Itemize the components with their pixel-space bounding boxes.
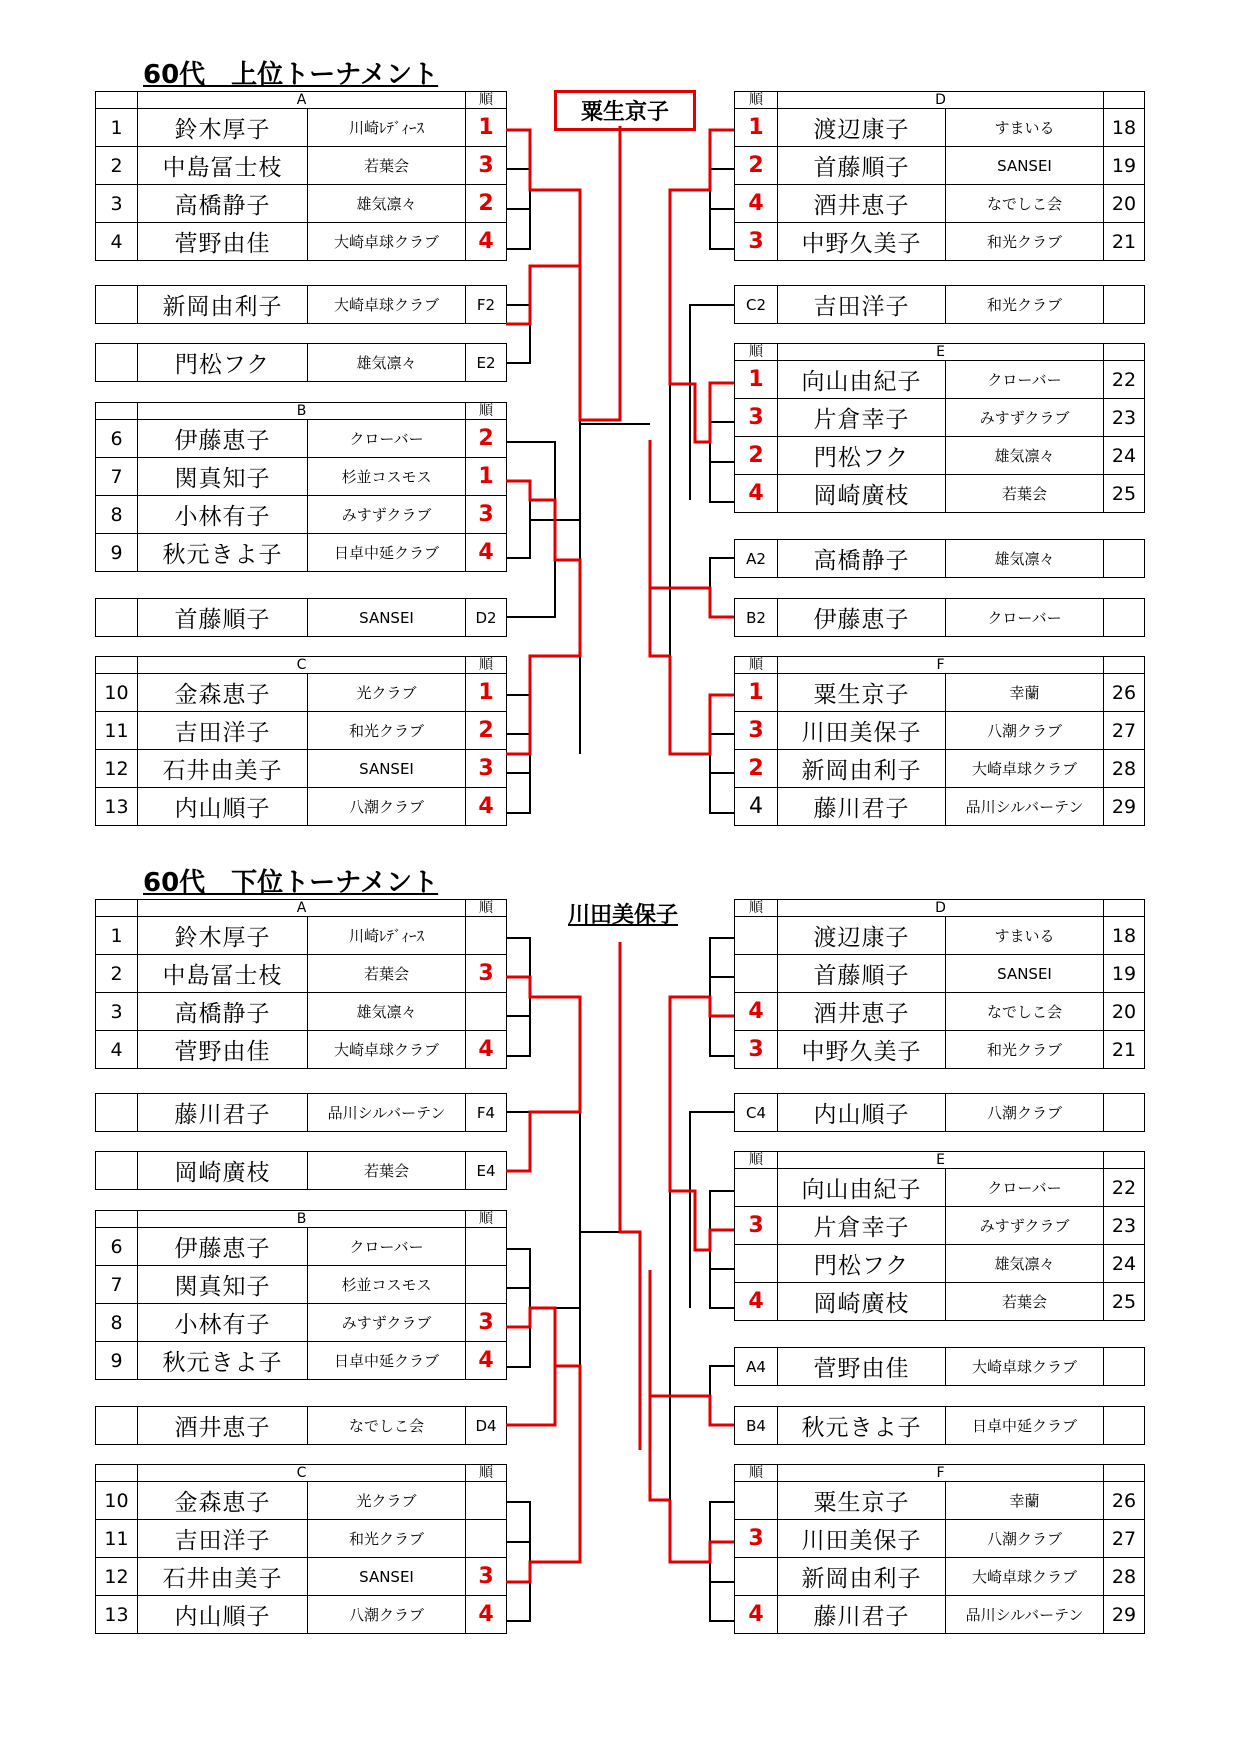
player-no: 8: [96, 496, 138, 534]
seed-code: F2: [466, 286, 507, 324]
player-club: 杉並コスモス: [308, 1266, 466, 1304]
rank-header: 順: [735, 92, 778, 109]
group-label: F: [778, 1465, 1104, 1482]
player-rank: 3: [466, 147, 507, 185]
player-club: 大崎卓球クラブ: [946, 1558, 1104, 1596]
player-name: 吉田洋子: [138, 712, 308, 750]
player-name: 関真知子: [138, 1266, 308, 1304]
player-club: 雄気凛々: [946, 437, 1104, 475]
group-label: E: [778, 1152, 1104, 1169]
player-rank: 4: [735, 475, 778, 513]
player-name: 伊藤恵子: [778, 599, 946, 637]
player-name: 中島冨士枝: [138, 147, 308, 185]
player-club: 日卓中延クラブ: [946, 1407, 1104, 1445]
lower-left-bracket: [506, 938, 620, 1621]
player-no: 3: [96, 993, 138, 1031]
player-no: 29: [1104, 1596, 1145, 1634]
upper-left-red: [506, 126, 620, 754]
player-club: 品川シルバーテン: [308, 1094, 466, 1132]
player-name: 中島冨士枝: [138, 955, 308, 993]
player-club: 和光クラブ: [946, 223, 1104, 261]
player-no: 25: [1104, 475, 1145, 513]
player-no: 10: [96, 674, 138, 712]
player-name: 関真知子: [138, 458, 308, 496]
player-club: 川崎ﾚﾃﾞｨｰｽ: [308, 109, 466, 147]
rank-header: 順: [466, 92, 507, 109]
player-club: SANSEI: [946, 147, 1104, 185]
player-club: クローバー: [946, 361, 1104, 399]
lower-champion: 川田美保子: [567, 903, 678, 928]
player-name: 内山順子: [138, 788, 308, 826]
player-rank: 4: [735, 1596, 778, 1634]
player-name: 川田美保子: [778, 1520, 946, 1558]
rank-header: 順: [466, 657, 507, 674]
group-label: C: [138, 1465, 466, 1482]
player-club: 若葉会: [308, 1152, 466, 1190]
player-no: 18: [1104, 109, 1145, 147]
player-no: 6: [96, 420, 138, 458]
group-label: D: [778, 92, 1104, 109]
player-rank: 3: [735, 712, 778, 750]
player-name: 岡崎廣枝: [778, 1283, 946, 1321]
upper-right-bracket: [620, 130, 734, 813]
player-no: 29: [1104, 788, 1145, 826]
player-no: 4: [96, 223, 138, 261]
player-club: 日卓中延クラブ: [308, 534, 466, 572]
rank-header: 順: [466, 403, 507, 420]
player-no: 6: [96, 1228, 138, 1266]
player-no: 27: [1104, 712, 1145, 750]
lower-right-bracket: [670, 938, 734, 1621]
player-club: みすずクラブ: [946, 1207, 1104, 1245]
player-club: 光クラブ: [308, 674, 466, 712]
player-name: 鈴木厚子: [138, 917, 308, 955]
player-name: 門松フク: [778, 1245, 946, 1283]
player-club: 大崎卓球クラブ: [308, 286, 466, 324]
player-name: 伊藤恵子: [138, 420, 308, 458]
rank-header: 順: [735, 1465, 778, 1482]
player-rank: 1: [466, 109, 507, 147]
player-name: 粟生京子: [778, 1482, 946, 1520]
player-no: 19: [1104, 147, 1145, 185]
player-name: 門松フク: [778, 437, 946, 475]
player-name: 秋元きよ子: [138, 534, 308, 572]
player-club: 雄気凛々: [308, 993, 466, 1031]
player-no: 8: [96, 1304, 138, 1342]
player-no: 11: [96, 712, 138, 750]
seed-code: B4: [735, 1407, 778, 1445]
player-name: 岡崎廣枝: [138, 1152, 308, 1190]
upper-right-red: [620, 126, 734, 754]
player-rank: 4: [466, 1031, 507, 1069]
rank-header: 順: [735, 344, 778, 361]
player-club: 光クラブ: [308, 1482, 466, 1520]
player-name: 石井由美子: [138, 750, 308, 788]
player-name: 中野久美子: [778, 1031, 946, 1069]
player-no: 2: [96, 147, 138, 185]
seed-code: D4: [466, 1407, 507, 1445]
player-name: 首藤順子: [138, 599, 308, 637]
player-rank: 3: [466, 1558, 507, 1596]
player-club: 和光クラブ: [308, 712, 466, 750]
player-name: 内山順子: [778, 1094, 946, 1132]
player-no: 28: [1104, 750, 1145, 788]
player-no: 24: [1104, 437, 1145, 475]
player-name: 伊藤恵子: [138, 1228, 308, 1266]
group-label: B: [138, 1211, 466, 1228]
player-name: 片倉幸子: [778, 399, 946, 437]
player-no: 20: [1104, 185, 1145, 223]
player-club: SANSEI: [308, 599, 466, 637]
player-club: なでしこ会: [946, 185, 1104, 223]
player-club: 雄気凛々: [946, 540, 1104, 578]
group-label: E: [778, 344, 1104, 361]
upper-title: 60代 上位トーナメント: [143, 60, 439, 90]
player-club: 日卓中延クラブ: [308, 1342, 466, 1380]
player-club: 品川シルバーテン: [946, 1596, 1104, 1634]
player-club: 雄気凛々: [946, 1245, 1104, 1283]
rank-header: 順: [735, 1152, 778, 1169]
player-club: 大崎卓球クラブ: [946, 1348, 1104, 1386]
player-rank: 3: [735, 399, 778, 437]
player-name: 藤川君子: [778, 1596, 946, 1634]
player-rank: 4: [466, 1596, 507, 1634]
seed-code: D2: [466, 599, 507, 637]
lower-right-red: [650, 997, 734, 1562]
player-name: 鈴木厚子: [138, 109, 308, 147]
player-name: 吉田洋子: [138, 1520, 308, 1558]
player-name: 新岡由利子: [778, 1558, 946, 1596]
player-rank: 1: [735, 109, 778, 147]
group-label: A: [138, 900, 466, 917]
player-name: 首藤順子: [778, 955, 946, 993]
player-no: 22: [1104, 361, 1145, 399]
player-rank: 3: [466, 750, 507, 788]
player-name: 新岡由利子: [778, 750, 946, 788]
player-club: なでしこ会: [946, 993, 1104, 1031]
player-no: 23: [1104, 399, 1145, 437]
group-label: D: [778, 900, 1104, 917]
player-name: 秋元きよ子: [138, 1342, 308, 1380]
player-rank: 3: [735, 1207, 778, 1245]
player-club: みすずクラブ: [946, 399, 1104, 437]
player-no: 1: [96, 917, 138, 955]
player-rank: 2: [735, 750, 778, 788]
player-club: 品川シルバーテン: [946, 788, 1104, 826]
player-name: 向山由紀子: [778, 1169, 946, 1207]
player-club: 大崎卓球クラブ: [946, 750, 1104, 788]
seed-code: C2: [735, 286, 778, 324]
player-club: 大崎卓球クラブ: [308, 1031, 466, 1069]
player-no: 2: [96, 955, 138, 993]
player-rank: 1: [735, 674, 778, 712]
player-no: 3: [96, 185, 138, 223]
player-no: 9: [96, 1342, 138, 1380]
player-no: 7: [96, 1266, 138, 1304]
player-name: 渡辺康子: [778, 109, 946, 147]
player-name: 高橋静子: [138, 185, 308, 223]
player-rank: 4: [735, 788, 778, 826]
player-rank: 3: [735, 1031, 778, 1069]
player-name: 粟生京子: [778, 674, 946, 712]
player-name: 門松フク: [138, 344, 308, 382]
player-name: 金森恵子: [138, 1482, 308, 1520]
player-rank: 3: [735, 1520, 778, 1558]
player-no: 1: [96, 109, 138, 147]
player-club: 幸蘭: [946, 674, 1104, 712]
player-name: 首藤順子: [778, 147, 946, 185]
seed-code: A2: [735, 540, 778, 578]
player-name: 小林有子: [138, 496, 308, 534]
player-no: 13: [96, 788, 138, 826]
player-club: 雄気凛々: [308, 344, 466, 382]
player-no: 23: [1104, 1207, 1145, 1245]
seed-code: E4: [466, 1152, 507, 1190]
player-club: 幸蘭: [946, 1482, 1104, 1520]
player-club: 川崎ﾚﾃﾞｨｰｽ: [308, 917, 466, 955]
player-club: クローバー: [308, 1228, 466, 1266]
player-rank: 3: [466, 955, 507, 993]
player-name: 中野久美子: [778, 223, 946, 261]
player-no: 19: [1104, 955, 1145, 993]
player-no: 24: [1104, 1245, 1145, 1283]
group-label: F: [778, 657, 1104, 674]
player-club: 和光クラブ: [308, 1520, 466, 1558]
player-club: SANSEI: [308, 1558, 466, 1596]
player-club: なでしこ会: [308, 1407, 466, 1445]
player-name: 酒井恵子: [778, 993, 946, 1031]
player-rank: 3: [735, 223, 778, 261]
player-name: 高橋静子: [138, 993, 308, 1031]
player-club: 和光クラブ: [946, 286, 1104, 324]
player-no: 13: [96, 1596, 138, 1634]
player-name: 高橋静子: [778, 540, 946, 578]
group-label: C: [138, 657, 466, 674]
player-no: 28: [1104, 1558, 1145, 1596]
player-name: 川田美保子: [778, 712, 946, 750]
player-no: 22: [1104, 1169, 1145, 1207]
player-name: 岡崎廣枝: [778, 475, 946, 513]
player-club: 雄気凛々: [308, 185, 466, 223]
player-rank: 4: [735, 185, 778, 223]
player-name: 片倉幸子: [778, 1207, 946, 1245]
player-club: SANSEI: [308, 750, 466, 788]
player-club: 若葉会: [308, 147, 466, 185]
player-name: 菅野由佳: [138, 1031, 308, 1069]
player-rank: 2: [466, 185, 507, 223]
player-club: 八潮クラブ: [308, 1596, 466, 1634]
player-no: 7: [96, 458, 138, 496]
player-rank: 1: [466, 458, 507, 496]
group-label: A: [138, 92, 466, 109]
player-no: 25: [1104, 1283, 1145, 1321]
player-name: 渡辺康子: [778, 917, 946, 955]
player-club: すまいる: [946, 917, 1104, 955]
player-rank: 1: [735, 361, 778, 399]
player-rank: 4: [466, 223, 507, 261]
player-club: すまいる: [946, 109, 1104, 147]
player-rank: 4: [735, 1283, 778, 1321]
player-no: 18: [1104, 917, 1145, 955]
player-rank: 2: [735, 147, 778, 185]
player-name: 菅野由佳: [778, 1348, 946, 1386]
player-club: 八潮クラブ: [946, 1520, 1104, 1558]
rank-header: 順: [735, 657, 778, 674]
seed-code: C4: [735, 1094, 778, 1132]
player-club: クローバー: [308, 420, 466, 458]
rank-header: 順: [466, 900, 507, 917]
player-club: 八潮クラブ: [308, 788, 466, 826]
seed-code: E2: [466, 344, 507, 382]
player-name: 酒井恵子: [778, 185, 946, 223]
player-name: 石井由美子: [138, 1558, 308, 1596]
player-no: 21: [1104, 223, 1145, 261]
player-club: 杉並コスモス: [308, 458, 466, 496]
player-club: みすずクラブ: [308, 1304, 466, 1342]
player-no: 9: [96, 534, 138, 572]
player-club: 若葉会: [946, 1283, 1104, 1321]
player-rank: 3: [466, 496, 507, 534]
player-rank: 4: [466, 534, 507, 572]
seed-code: A4: [735, 1348, 778, 1386]
seed-code: B2: [735, 599, 778, 637]
rank-header: 順: [466, 1211, 507, 1228]
player-club: 大崎卓球クラブ: [308, 223, 466, 261]
player-name: 秋元きよ子: [778, 1407, 946, 1445]
player-name: 酒井恵子: [138, 1407, 308, 1445]
player-club: クローバー: [946, 599, 1104, 637]
player-rank: 2: [466, 712, 507, 750]
player-no: 20: [1104, 993, 1145, 1031]
player-rank: 4: [466, 1342, 507, 1380]
player-name: 金森恵子: [138, 674, 308, 712]
player-name: 菅野由佳: [138, 223, 308, 261]
lower-title: 60代 下位トーナメント: [143, 868, 439, 898]
player-no: 26: [1104, 674, 1145, 712]
player-no: 10: [96, 1482, 138, 1520]
player-name: 藤川君子: [138, 1094, 308, 1132]
player-rank: 2: [735, 437, 778, 475]
player-club: SANSEI: [946, 955, 1104, 993]
player-name: 藤川君子: [778, 788, 946, 826]
player-name: 小林有子: [138, 1304, 308, 1342]
player-rank: 4: [466, 788, 507, 826]
player-name: 内山順子: [138, 1596, 308, 1634]
upper-champion: 粟生京子: [554, 90, 696, 131]
player-no: 26: [1104, 1482, 1145, 1520]
player-club: 若葉会: [946, 475, 1104, 513]
player-no: 11: [96, 1520, 138, 1558]
player-rank: 1: [466, 674, 507, 712]
player-rank: 3: [466, 1304, 507, 1342]
player-club: 八潮クラブ: [946, 1094, 1104, 1132]
player-club: みすずクラブ: [308, 496, 466, 534]
player-name: 向山由紀子: [778, 361, 946, 399]
player-no: 12: [96, 750, 138, 788]
player-club: 和光クラブ: [946, 1031, 1104, 1069]
player-club: 八潮クラブ: [946, 712, 1104, 750]
rank-header: 順: [735, 900, 778, 917]
player-no: 27: [1104, 1520, 1145, 1558]
player-club: クローバー: [946, 1169, 1104, 1207]
seed-code: F4: [466, 1094, 507, 1132]
player-name: 吉田洋子: [778, 286, 946, 324]
group-label: B: [138, 403, 466, 420]
player-rank: 4: [735, 993, 778, 1031]
player-no: 21: [1104, 1031, 1145, 1069]
player-club: 若葉会: [308, 955, 466, 993]
player-no: 4: [96, 1031, 138, 1069]
rank-header: 順: [466, 1465, 507, 1482]
player-rank: 2: [466, 420, 507, 458]
upper-left-bracket: [506, 130, 620, 813]
player-name: 新岡由利子: [138, 286, 308, 324]
lower-left-red: [506, 942, 640, 1582]
player-no: 12: [96, 1558, 138, 1596]
